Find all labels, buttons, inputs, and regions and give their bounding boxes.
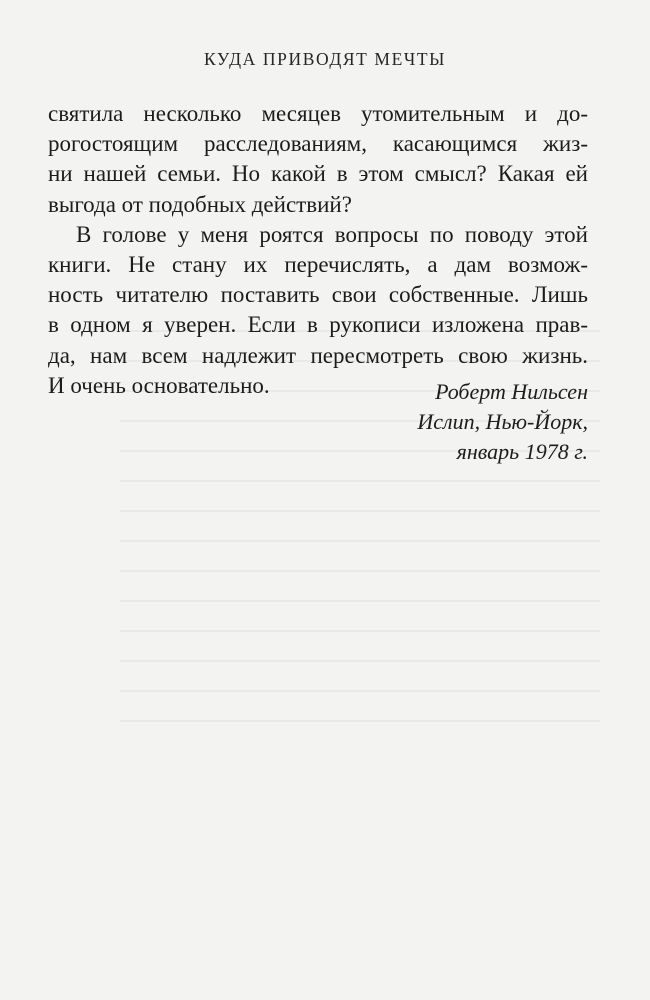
running-head: КУДА ПРИВОДЯТ МЕЧТЫ xyxy=(204,49,446,69)
paragraph-2 xyxy=(48,220,588,401)
author-place: Ислип, Нью-Йорк, xyxy=(417,409,588,434)
author-name: Роберт Нильсен xyxy=(435,379,588,404)
text-line: ность читателю поставить свои собственные. Лишь xyxy=(48,282,588,308)
text-line: В голове у меня роятся вопросы по поводу этой xyxy=(76,221,588,247)
text-line: книги. Не стану их перечислять, а дам возмож- xyxy=(48,251,588,277)
author-date: январь 1978 г. xyxy=(456,439,588,464)
text-line: рогостоящим расследованиям, касающимся жиз- xyxy=(48,131,588,157)
text-line: И очень основательно. xyxy=(48,372,270,398)
text-line: выгода от подобных действий? xyxy=(48,191,352,217)
text-line: да, нам всем надлежит пересмотреть свою жизнь. xyxy=(48,342,588,368)
paragraph-1 xyxy=(48,99,588,220)
text-line: ни нашей семьи. Но какой в этом смысл? Какая ей xyxy=(48,161,588,187)
body-text xyxy=(48,99,588,401)
signature-block xyxy=(417,377,588,467)
text-line: святила несколько месяцев утомительным и до- xyxy=(48,101,588,126)
text-line: в одном я уверен. Если в рукописи изложена прав- xyxy=(48,312,588,338)
